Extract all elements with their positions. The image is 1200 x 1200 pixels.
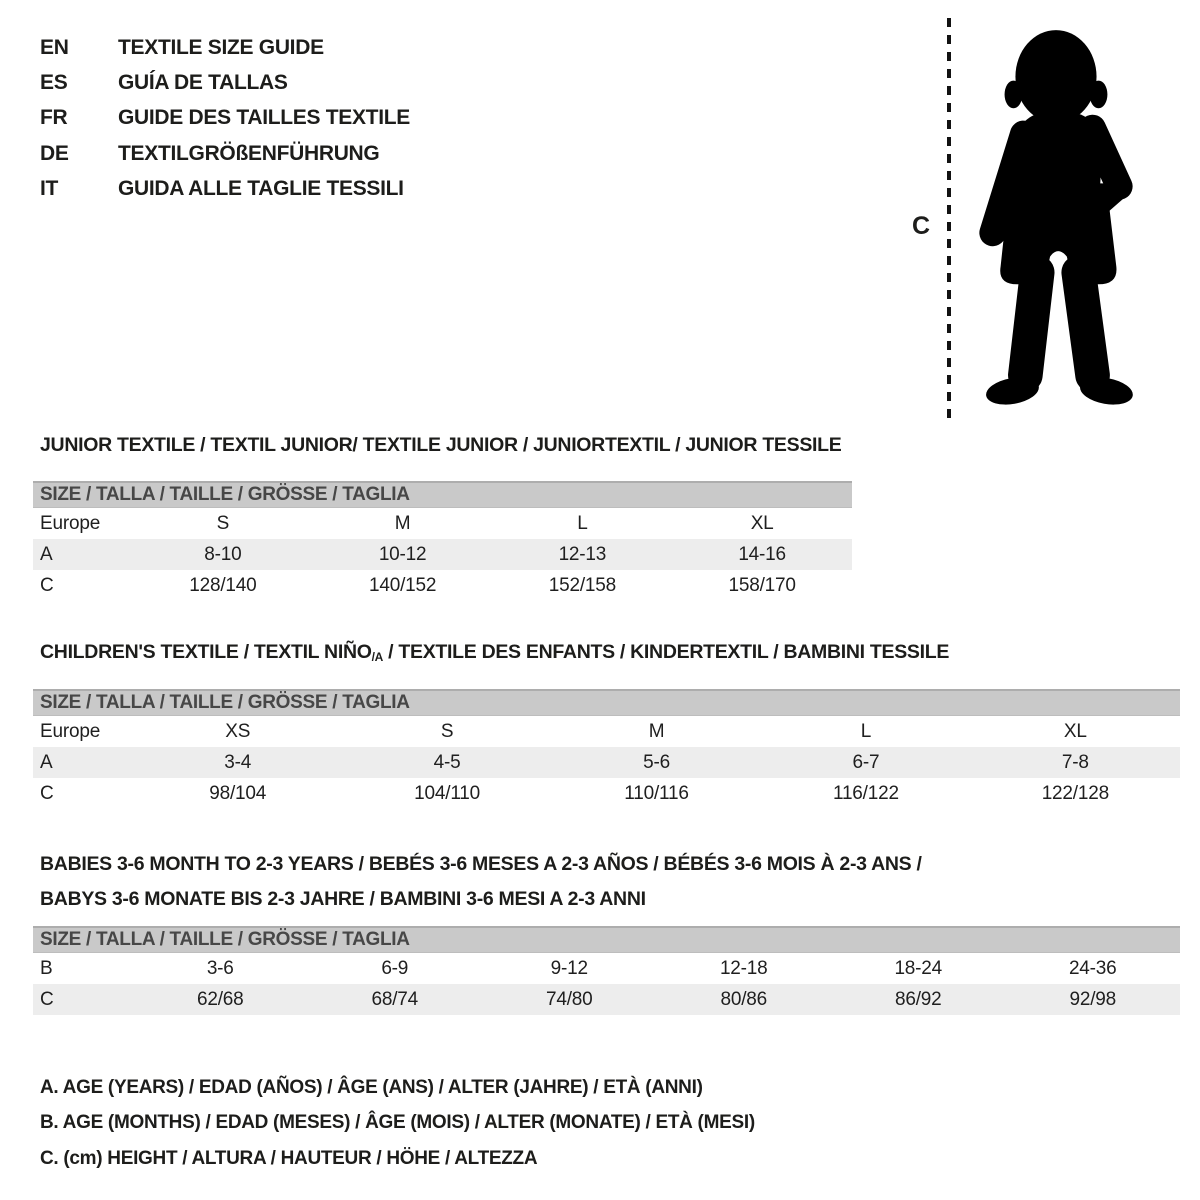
language-row: [40, 30, 410, 65]
table-row: [33, 778, 1180, 809]
table-cell: 98/104: [209, 782, 267, 804]
table-cell: 104/110: [414, 782, 481, 804]
table-cell: 74/80: [545, 988, 593, 1010]
table-cell: XS: [225, 720, 251, 742]
table-cell: 3-4: [224, 751, 252, 773]
table-cell: 7-8: [1061, 751, 1089, 773]
size-table-header: SIZE / TALLA / TAILLE / GRÖSSE / TAGLIA: [33, 481, 852, 508]
table-cell: 3-6: [206, 957, 234, 979]
table-row: [33, 747, 1180, 778]
language-code: ES: [40, 70, 68, 94]
children-heading-text: / TEXTILE DES ENFANTS / KINDERTEXTIL / BAMBINI TESSILE: [383, 641, 950, 663]
table-cell: 158/170: [728, 574, 796, 596]
table-cell: 10-12: [378, 543, 427, 565]
language-code: FR: [40, 106, 68, 130]
measure-label-c: C: [912, 212, 931, 240]
babies-heading-line2: BABYS 3-6 MONATE BIS 2-3 JAHRE / BAMBINI 3-6 MESI A 2-3 ANNI: [40, 888, 646, 910]
table-cell: 5-6: [643, 751, 670, 773]
footnotes: [40, 1070, 755, 1177]
language-row: [40, 101, 410, 136]
table-cell: 62/68: [196, 988, 244, 1010]
table-cell: M: [648, 720, 665, 742]
table-cell: 128/140: [189, 574, 257, 596]
table-cell: XL: [1063, 720, 1087, 742]
table-cell: S: [440, 720, 454, 742]
junior-section-heading: JUNIOR TEXTILE / TEXTIL JUNIOR/ TEXTILE JUNIOR / JUNIORTEXTIL / JUNIOR TESSILE: [40, 434, 842, 456]
table-cell: 80/86: [720, 988, 768, 1010]
table-cell: 9-12: [550, 957, 588, 979]
table-row: [33, 716, 1180, 747]
babies-heading-line1: BABIES 3-6 MONTH TO 2-3 YEARS / BEBÉS 3-6 MESES A 2-3 AÑOS / BÉBÉS 3-6 MOIS À 2-3 ANS /: [40, 853, 922, 875]
table-cell: L: [860, 720, 872, 742]
table-row: [33, 984, 1180, 1015]
row-label: A: [40, 751, 53, 773]
babies-size-table: [33, 926, 1180, 1015]
baby-silhouette-icon: [966, 22, 1144, 420]
language-title: TEXTILE SIZE GUIDE: [118, 35, 324, 59]
table-cell: 110/116: [624, 782, 689, 804]
table-cell: 8-10: [204, 543, 242, 565]
table-row: [33, 570, 852, 601]
table-cell: 86/92: [894, 988, 942, 1010]
table-cell: 4-5: [433, 751, 461, 773]
size-table-header: SIZE / TALLA / TAILLE / GRÖSSE / TAGLIA: [33, 926, 1180, 953]
size-table-header: SIZE / TALLA / TAILLE / GRÖSSE / TAGLIA: [33, 689, 1180, 716]
table-cell: 6-7: [852, 751, 880, 773]
language-code: DE: [40, 141, 69, 165]
language-title: GUÍA DE TALLAS: [118, 70, 288, 94]
row-label: C: [40, 988, 54, 1010]
footnote-c: C. (cm) HEIGHT / ALTURA / HAUTEUR / HÖHE / ALTEZZA: [40, 1147, 538, 1169]
table-cell: 12-13: [558, 543, 607, 565]
language-title: GUIDE DES TAILLES TEXTILE: [118, 106, 410, 130]
table-cell: 140/152: [368, 574, 437, 596]
table-cell: 6-9: [381, 957, 409, 979]
table-row: [33, 508, 852, 539]
language-title: TEXTILGRÖßENFÜHRUNG: [118, 141, 380, 165]
table-cell: XL: [750, 512, 774, 534]
table-cell: S: [216, 512, 230, 534]
language-row: [40, 65, 410, 100]
table-row: [33, 953, 1180, 984]
table-cell: 18-24: [894, 957, 943, 979]
babies-section-heading: [40, 847, 922, 917]
table-cell: M: [394, 512, 411, 534]
footnote-b: B. AGE (MONTHS) / EDAD (MESES) / ÂGE (MOIS) / ALTER (MONATE) / ETÀ (MESI): [40, 1112, 755, 1134]
language-code: EN: [40, 35, 69, 59]
table-cell: 68/74: [371, 988, 419, 1010]
table-row: [33, 539, 852, 570]
language-title: GUIDA ALLE TAGLIE TESSILI: [118, 176, 404, 200]
row-label: B: [40, 957, 53, 979]
footnote-a: A. AGE (YEARS) / EDAD (AÑOS) / ÂGE (ANS) / ALTER (JAHRE) / ETÀ (ANNI): [40, 1076, 703, 1098]
height-measure-dashed-line: [947, 18, 951, 418]
table-cell: 152/158: [548, 574, 617, 596]
children-size-table: [33, 689, 1180, 809]
language-list: [40, 30, 410, 206]
language-row: [40, 171, 410, 206]
table-cell: 14-16: [738, 543, 786, 565]
table-cell: 92/98: [1069, 988, 1117, 1010]
junior-size-table: [33, 481, 852, 601]
table-cell: L: [577, 512, 588, 534]
table-cell: 116/122: [832, 782, 899, 804]
row-label: Europe: [40, 512, 101, 534]
children-heading-subscript: /A: [371, 650, 384, 664]
table-cell: 12-18: [719, 957, 768, 979]
language-row: [40, 136, 410, 171]
children-section-heading: [40, 641, 949, 664]
language-code: IT: [40, 176, 59, 200]
children-heading-text: CHILDREN'S TEXTILE / TEXTIL NIÑO: [40, 641, 372, 663]
table-cell: 24-36: [1068, 957, 1117, 979]
row-label: C: [40, 782, 54, 804]
row-label: A: [40, 543, 53, 565]
row-label: Europe: [40, 720, 101, 742]
row-label: C: [40, 574, 54, 596]
table-cell: 122/128: [1041, 782, 1109, 804]
